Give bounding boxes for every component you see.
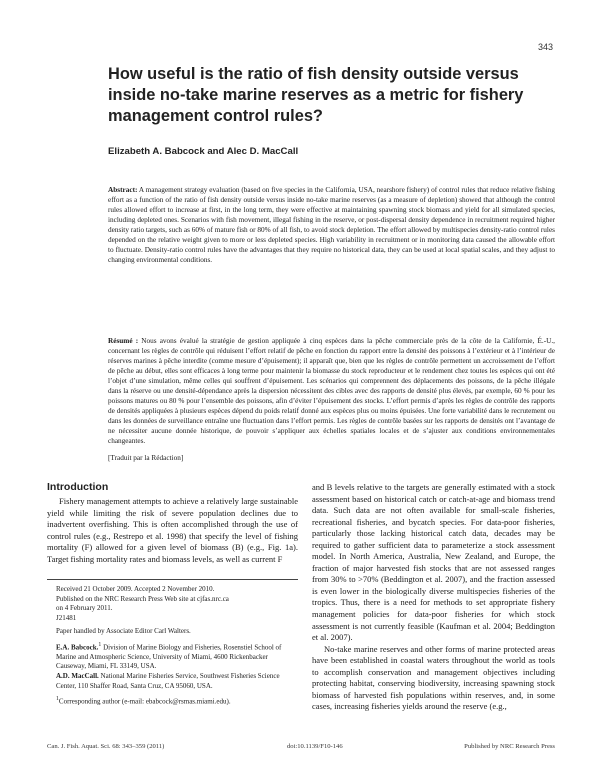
publisher: Published by NRC Research Press — [464, 743, 555, 750]
introduction-paragraph-2: No-take marine reserves and other forms of marine protected areas have been established in coastal waters throughout the world as tools to accomplish conservation and management objectives including protecting habitat, conserving biodiversity, increasing spawning stock biomass of harvested fish populations within reserves, and, in some cases, increasing fisheries yields around the reserve (e.g., — [312, 643, 555, 712]
corresponding-footnote-mark: 1 — [56, 696, 59, 703]
received-line-2: Published on the NRC Research Press Web site at cjfas.nrc.ca — [56, 594, 229, 603]
babcock-affiliation — [56, 641, 298, 672]
received-line-3: on 4 February 2011. — [56, 604, 113, 613]
introduction-paragraph-1: Fishery management attempts to achieve a relatively large sustainable yield while limiting the risk of severe population declines due to inadvertent overfishing. This is often accomplished through the use of control rules (e.g., Restrepo et al. 1998) that specify the level of fishing mortality (F) allowed for a given level of biomass (B) (e.g., Fig. 1a). Target fishing mortality rates and biomass levels, as well as current F — [47, 496, 298, 564]
page-footer — [47, 743, 555, 753]
introduction-left-column — [47, 496, 298, 565]
footnote-divider — [47, 579, 298, 580]
babcock-name: E.A. Babcock. — [56, 643, 99, 652]
translation-note: [Traduit par la Rédaction] — [108, 454, 184, 462]
maccall-affiliation — [56, 672, 298, 691]
received-info — [56, 585, 298, 623]
introduction-paragraph-1-continued: and B levels relative to the targets are generally estimated with a stock assessment based on historical catch or catch-at-age and biomass trend data. Such data are not often available for small-scale fisheries, recreational fisheries, and bycatch species. For data-poor fisheries, particularly those lacking historical catch data, decades may be required to gather sufficient data to parameterize a stock assessment model. In North America, Australia, New Zealand, and Europe, the fraction of major harvested fish stocks that are not assessed ranges from 30% to >70% (Beddington et al. 2007), and the fraction assessed is even lower in the biologically diverse multispecies fisheries of the tropics. Thus, there is a need for methods to set appropriate fishery management policies for data-poor fisheries for which stock assessment is not currently feasible (Kaufman et al. 2004; Beddington et al. 2007). — [312, 482, 555, 643]
resume-block — [108, 336, 555, 447]
resume-text: Nous avons évalué la stratégie de gestion appliquée à cinq espèces dans la pêche commerciale près de la côte de la Californie, É.-U., concernant les règles de contrôle qui réduisent l’effort relatif de pêche en fonction du rapport entre la densité des poissons à l’extérieur et à l’intérieur de réserves marines à pêche interdite (comme mesure d’épuisement); il apparaît que, bien que les règles de contrôle permettent un accroissement de l’effort de pêche au début, elles sont efficaces à long terme pour maintenir la biomasse du stock reproducteur et le rendement chez toutes les espèces qui ont été l’objet d’une simulation, même celles qui souffrent d’épuisement. Les scénarios qui comprennent des déplacements des poissons, de la pêche illégale dans la réserve ou une densité-dépendance après la dispersion nécessitent des cibles avec des rapports de densité plus élevés, par exemple, 60 % pour les poissons matures ou 80 % pour l’ensemble des poissons, afin d’éviter l’épuisement des stocks. L’effort permis d’après les règles de contrôle des rapports de densités appliquées à plusieurs espèces dépend du poids relatif donné aux espèces plus ou moins épuisées. Une forte variabilité dans le recrutement ou dans les données de surveillance entraîne une fluctuation dans l’effort permis. Les règles de contrôle basées sur les rapports de densités ont l’avantage de ne nécessiter aucune donnée historique, de pouvoir s’appliquer aux échelles spatiales locales et de s’ajuster aux conditions environnementales changeantes. — [108, 337, 555, 446]
corresponding-author-text: Corresponding author (e-mail: ebabcock@rsmas.miami.edu). — [58, 697, 231, 706]
article-authors: Elizabeth A. Babcock and Alec D. MacCall — [108, 146, 299, 157]
introduction-right-column — [312, 482, 555, 713]
maccall-name: A.D. MacCall. — [56, 672, 99, 681]
maccall-affiliation-text: National Marine Fisheries Service, Southwest Fisheries Science Center, 110 Shaffer Road, Santa Cruz, CA 95060, USA. — [56, 672, 280, 690]
babcock-footnote-mark: 1 — [98, 641, 102, 648]
corresponding-author — [56, 695, 298, 707]
editor-note: Paper handled by Associate Editor Carl Walters. — [56, 627, 191, 636]
babcock-affiliation-text: Division of Marine Biology and Fisheries, Rosenstiel School of Marine and Atmospheric Science, University of Miami, 4600 Rickenbacker Causeway, Miami, FL 33149, USA. — [56, 643, 282, 671]
manuscript-id: J21481 — [56, 613, 77, 622]
abstract-label: Abstract: — [108, 186, 138, 194]
abstract-block — [108, 185, 555, 265]
journal-citation: Can. J. Fish. Aquat. Sci. 68: 343–359 (2011) — [47, 743, 165, 750]
article-title: How useful is the ratio of fish density outside versus inside no-take marine reserves as a metric for fishery management control rules? — [108, 65, 524, 125]
abstract-text: A management strategy evaluation (based on five species in the California, USA, nearshore fishery) of control rules that reduce relative fishing effort as a function of the ratio of fish density outside versus inside no-take marine reserves (as a measure of depletion) showed that although the control rules allowed effort to increase at first, in the long term, they were effective at maintaining spawning stock biomass and yield for all simulated species, including depleted ones. Scenarios with fish movement, illegal fishing in the reserve, or post-dispersal density dependence in recruitment required higher density ratio targets, such as 60% of mature fish or 80% of all fish, to avoid stock depletion. The effort allowed by multispecies density-ratio control rules depended on the relative weight given to more or less depleted species. High variability in recruitment or in monitoring data caused the allowable effort to fluctuate. Density-ratio control rules have the advantages that they require no historical data, they can be used at local spatial scales, and they adjust to changing environmental conditions. — [108, 186, 555, 265]
received-line-1: Received 21 October 2009. Accepted 2 November 2010. — [56, 585, 215, 593]
doi: doi:10.1139/F10-146 — [287, 743, 343, 750]
page-number: 343 — [537, 42, 553, 52]
resume-label: Résumé : — [108, 337, 139, 345]
footnotes — [56, 585, 298, 707]
introduction-heading: Introduction — [47, 481, 109, 493]
